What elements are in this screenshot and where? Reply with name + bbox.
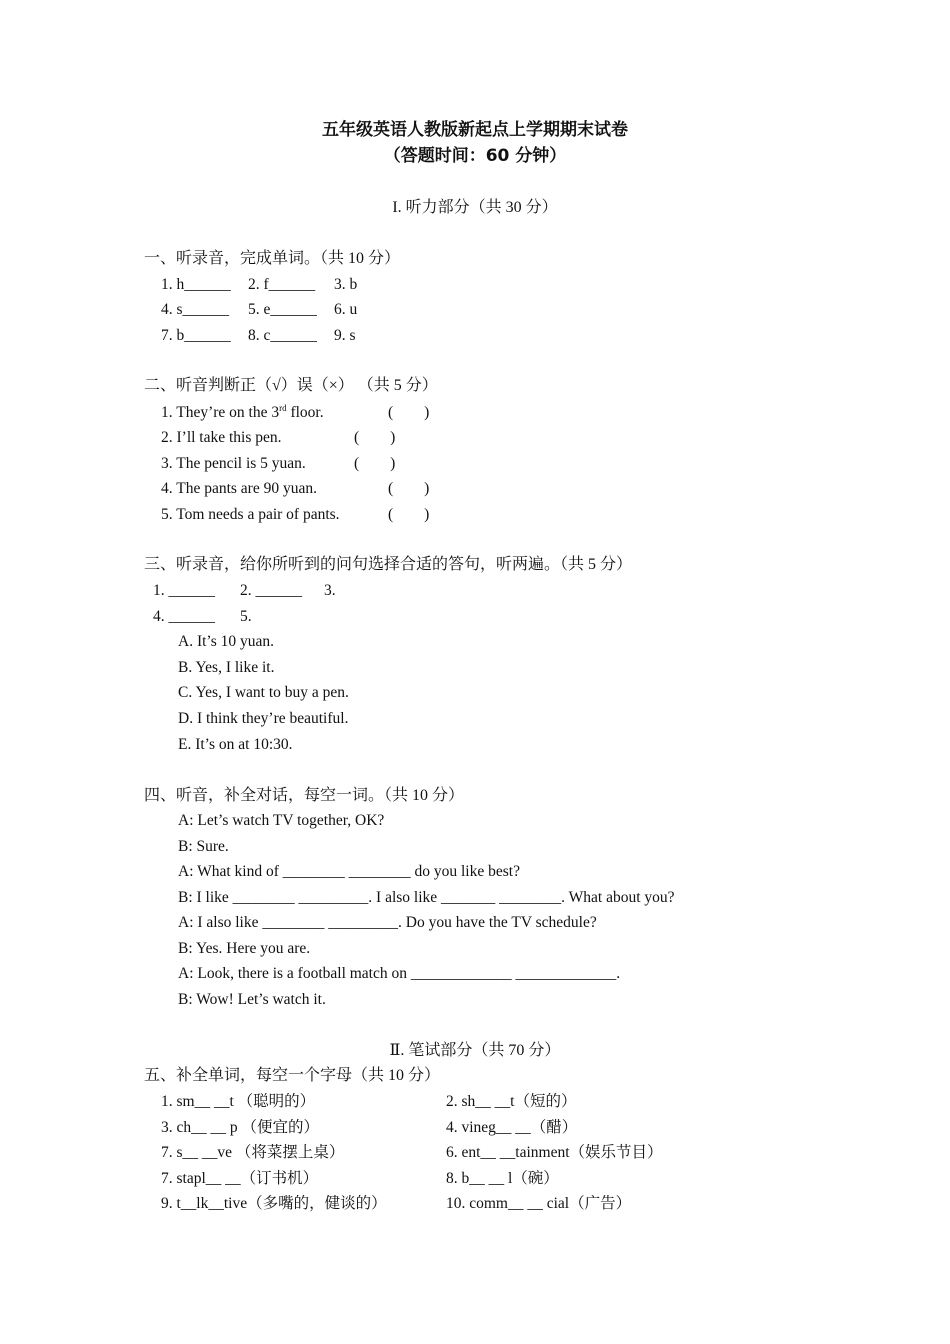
s3-blank: 5. [240, 608, 252, 625]
section1-heading: 一、听录音，完成单词。（共 10 分） [144, 250, 401, 267]
section4-heading: 四、听音，补全对话，每空一词。（共 10 分） [144, 787, 465, 804]
s5-item: 4. vineg__ __（醋） [446, 1119, 578, 1136]
dialogue-line: A: What kind of ________ ________ do you like best? [178, 863, 520, 880]
page-subtitle: （答题时间：60 分钟） [383, 146, 567, 166]
s2-item: 5. Tom needs a pair of pants. [161, 506, 340, 523]
s1-item: 2. f______ [248, 276, 316, 293]
s3-option: D. I think they’re beautiful. [178, 710, 349, 727]
s2-item: 4. The pants are 90 yuan. [161, 480, 317, 497]
page-title: 五年级英语人教版新起点上学期期末试卷 [322, 120, 628, 140]
dialogue-line: B: Wow! Let’s watch it. [178, 991, 326, 1008]
dialogue-line: B: Sure. [178, 838, 229, 855]
s5-item: 8. b__ __ l（碗） [446, 1170, 559, 1187]
s1-item: 9. s [334, 327, 356, 344]
s5-item: 3. ch__ __ p （便宜的） [161, 1119, 320, 1136]
s3-blank: 2. ______ [240, 582, 302, 599]
s1-item: 3. b [334, 276, 358, 293]
part1-heading: I. 听力部分（共 30 分） [392, 199, 558, 216]
s3-option: E. It’s on at 10:30. [178, 736, 293, 753]
s1-item: 5. e______ [248, 301, 317, 318]
dialogue-line: A: Look, there is a football match on _____________ _____________. [178, 965, 621, 982]
s5-item: 6. ent__ __tainment（娱乐节目） [446, 1144, 663, 1161]
s2-answer-paren: ( ) [354, 429, 396, 446]
section3-heading: 三、听录音，给你所听到的问句选择合适的答句，听两遍。（共 5 分） [144, 556, 633, 573]
section5-heading: 五、补全单词，每空一个字母（共 10 分） [144, 1067, 441, 1084]
s5-item: 7. stapl__ __（订书机） [161, 1170, 319, 1187]
s2-answer-paren: ( ) [388, 506, 430, 523]
s5-item: 1. sm__ __t （聪明的） [161, 1093, 316, 1110]
s3-blank: 1. ______ [153, 582, 215, 599]
s2-answer-paren: ( ) [388, 404, 430, 421]
s5-item: 2. sh__ __t（短的） [446, 1093, 577, 1110]
s3-option: A. It’s 10 yuan. [178, 633, 275, 650]
dialogue-line: A: Let’s watch TV together, OK? [178, 812, 385, 829]
s3-blank: 4. ______ [153, 608, 215, 625]
s2-answer-paren: ( ) [388, 480, 430, 497]
s2-answer-paren: ( ) [354, 455, 396, 472]
s1-item: 6. u [334, 301, 358, 318]
s5-item: 7. s__ __ve （将菜摆上桌） [161, 1144, 345, 1161]
s3-option: C. Yes, I want to buy a pen. [178, 684, 349, 701]
s3-blank: 3. [324, 582, 336, 599]
s3-option: B. Yes, I like it. [178, 659, 275, 676]
s2-item: 2. I’ll take this pen. [161, 429, 282, 446]
s2-item: 3. The pencil is 5 yuan. [161, 455, 306, 472]
s1-item: 1. h______ [161, 276, 231, 293]
dialogue-line: A: I also like ________ _________. Do you have the TV schedule? [178, 914, 597, 931]
s1-item: 7. b______ [161, 327, 231, 344]
part2-heading: Ⅱ. 笔试部分（共 70 分） [389, 1042, 561, 1059]
s1-item: 8. c______ [248, 327, 317, 344]
dialogue-line: B: I like ________ _________. I also like _______ ________. What about you? [178, 889, 675, 906]
section2-heading: 二、听音判断正（√）误（×） （共 5 分） [144, 377, 438, 394]
s5-item: 10. comm__ __ cial（广告） [446, 1195, 632, 1212]
dialogue-line: B: Yes. Here you are. [178, 940, 311, 957]
s2-item: 1. They’re on the 3rd floor. [161, 402, 324, 421]
s5-item: 9. t__lk__tive（多嘴的，健谈的） [161, 1195, 387, 1212]
s1-item: 4. s______ [161, 301, 230, 318]
